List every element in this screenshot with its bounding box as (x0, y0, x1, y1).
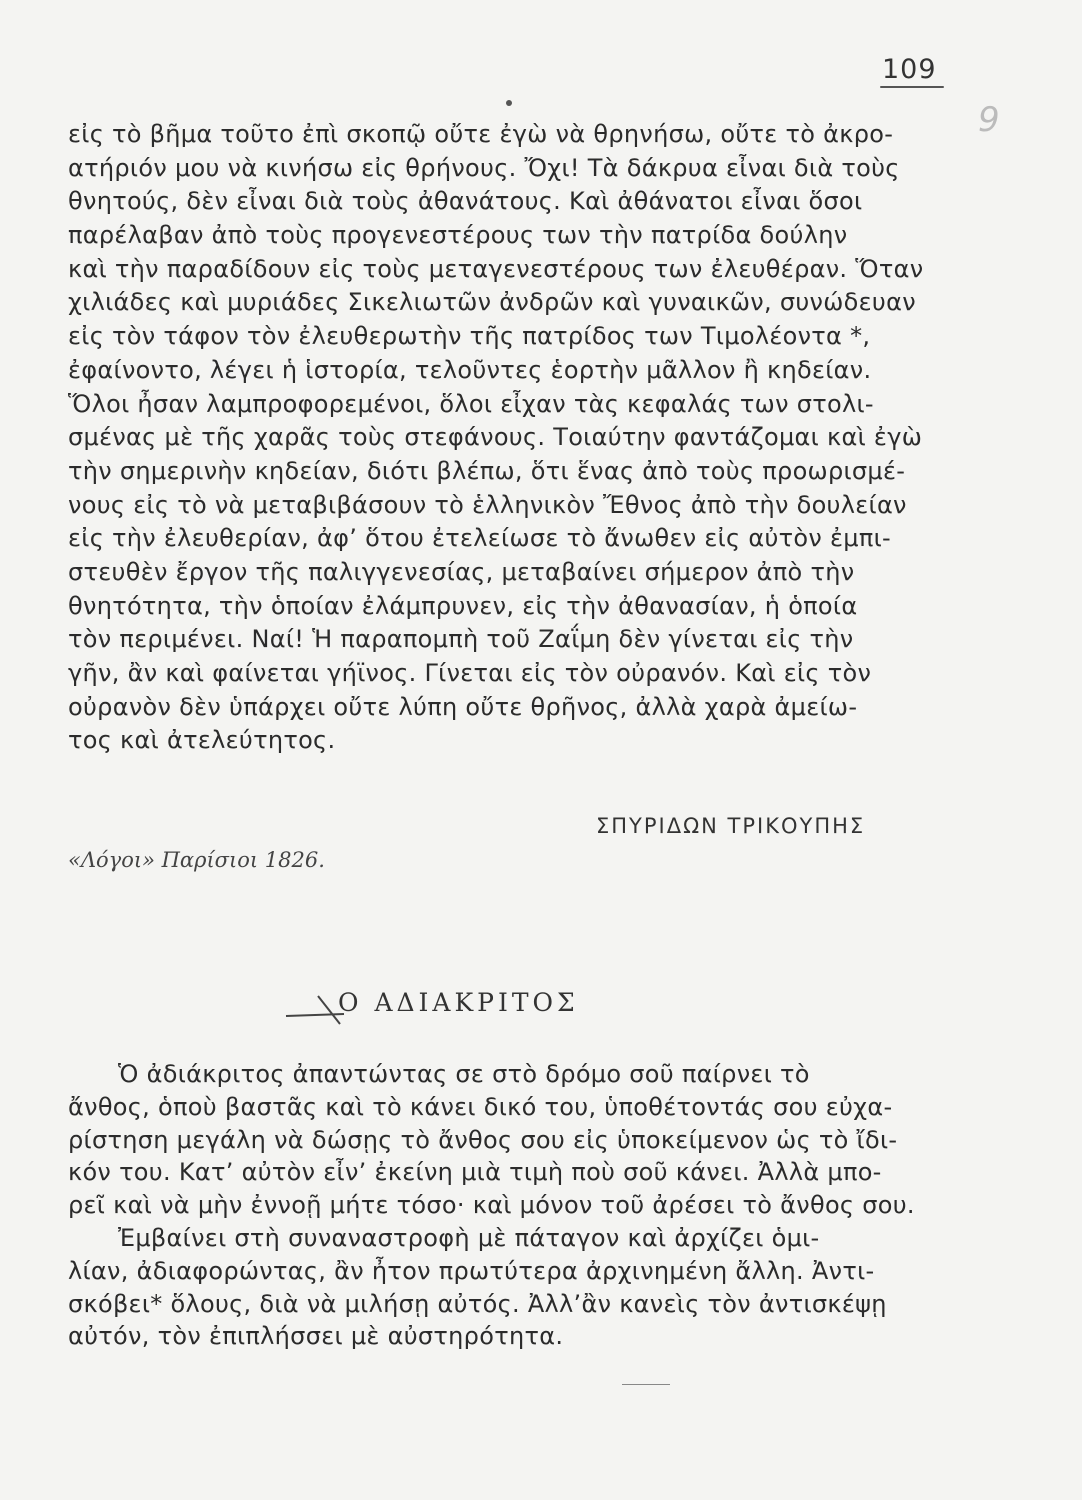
page-number: 109 (882, 54, 937, 85)
text-line: οὐρανὸν δὲν ὑπάρχει οὔτε λύπη οὔτε θρῆνος, ἀλλὰ χαρὰ ἀμείω- (68, 692, 858, 721)
speech-paragraph (68, 118, 948, 758)
text-line: θνητούς, δὲν εἶναι διὰ τοὺς ἀθανάτους. Καὶ ἀθάνατοι εἶναι ὅσοι (68, 187, 863, 216)
margin-pencil-mark: 9 (978, 100, 1000, 140)
text-line: ἄνθος, ὁποὺ βαστᾶς καὶ τὸ κάνει δικό του, ὑποθέτοντάς σου εὐχα- (68, 1092, 893, 1121)
text-line: ρεῖ καὶ νὰ μὴν ἐννοῇ μήτε τόσο· καὶ μόνον τοῦ ἀρέσει τὸ ἄνθος σου. (68, 1191, 915, 1220)
essay-paragraph (68, 1058, 948, 1353)
text-line: εἰς τὸν τάφον τὸν ἐλευθερωτὴν τῆς πατρίδος των Τιμολέοντα *, (68, 322, 871, 351)
text-line: αὐτόν, τὸν ἐπιπλήσσει μὲ αὐστηρότητα. (68, 1322, 564, 1351)
text-line: λίαν, ἀδιαφορώντας, ἂν ἦτον πρωτύτερα ἀρχινημένη ἄλλη. Ἀντι- (68, 1256, 875, 1285)
text-line: Ὁ ἀδιάκριτος ἀπαντώντας σε στὸ δρόμο σοῦ παίρνει τὸ (118, 1060, 810, 1088)
text-line: Ἐμβαίνει στὴ συναναστροφὴ μὲ πάταγον καὶ ἀρχίζει ὁμι- (118, 1223, 820, 1252)
text-line: εἰς τὸ βῆμα τοῦτο ἐπὶ σκοπῷ οὔτε ἐγὼ νὰ θρηνήσω, οὔτε τὸ ἀκρο- (68, 120, 894, 148)
text-line: τὸν περιμένει. Ναί! Ἡ παραπομπὴ τοῦ Ζαΐμη δὲν γίνεται εἰς τὴν (68, 625, 854, 654)
text-line: παρέλαβαν ἀπὸ τοὺς προγενεστέρους των τὴν πατρίδα δούλην (68, 221, 848, 250)
text-line: χιλιάδες καὶ μυριάδες Σικελιωτῶν ἀνδρῶν καὶ γυναικῶν, συνώδευαν (68, 288, 916, 317)
text-line: νους εἰς τὸ νὰ μεταβιβάσουν τὸ ἑλληνικὸν Ἔθνος ἀπὸ τὴν δουλείαν (68, 490, 907, 519)
text-line: σμένας μὲ τῆς χαρᾶς τοὺς στεφάνους. Τοιαύτην φαντάζομαι καὶ ἐγὼ (68, 423, 923, 452)
ink-dot (506, 100, 512, 106)
page-number-underline (880, 86, 944, 88)
text-line: καὶ τὴν παραδίδουν εἰς τοὺς μεταγενεστέρους των ἐλευθέραν. Ὅταν (68, 254, 924, 283)
text-line: τὴν σημερινὴν κηδείαν, διότι βλέπω, ὅτι ἕνας ἀπὸ τοὺς προωρισμέ- (68, 456, 906, 485)
text-line: ρίστηση μεγάλη νὰ δώσῃς τὸ ἄνθος σου εἰς ὑποκείμενον ὡς τὸ ἴδι- (68, 1125, 898, 1154)
text-line: γῆν, ἂν καὶ φαίνεται γήϊνος. Γίνεται εἰς τὸν οὐρανόν. Καὶ εἰς τὸν (68, 659, 872, 687)
end-rule (622, 1384, 670, 1385)
section-title: Ο ΑΔΙΑΚΡΙΤΟΣ (338, 988, 579, 1017)
author-signature: ΣΠΥΡΙΔΩΝ ΤΡΙΚΟΥΠΗΣ (596, 814, 866, 838)
text-line: στευθὲν ἔργον τῆς παλιγγενεσίας, μεταβαίνει σήμερον ἀπὸ τὴν (68, 557, 855, 586)
text-line: εἰς τὴν ἐλευθερίαν, ἀφ’ ὅτου ἐτελείωσε τὸ ἄνωθεν εἰς αὐτὸν ἐμπι- (68, 524, 892, 553)
text-line: Ὅλοι ἦσαν λαμπροφορεμένοι, ὅλοι εἶχαν τὰς κεφαλάς των στολι- (68, 389, 874, 418)
text-line: κόν του. Κατ’ αὐτὸν εἶν’ ἐκείνη μιὰ τιμὴ ποὺ σοῦ κάνει. Ἀλλὰ μπο- (68, 1158, 882, 1187)
text-line: τος καὶ ἀτελεύτητος. (68, 726, 336, 755)
text-line: ἐφαίνοντο, λέγει ἡ ἱστορία, τελοῦντες ἑορτὴν μᾶλλον ἢ κηδείαν. (68, 355, 872, 384)
text-line: ατήριόν μου νὰ κινήσω εἰς θρήνους. Ὄχι! Τὰ δάκρυα εἶναι διὰ τοὺς (68, 153, 900, 182)
text-line: σκόβει* ὅλους, διὰ νὰ μιλήσῃ αὐτός. Ἀλλ’ἂν κανεὶς τὸν ἀντισκέψῃ (68, 1289, 887, 1318)
text-line: θνητότητα, τὴν ὁποίαν ἐλάμπρυνεν, εἰς τὴν ἀθανασίαν, ἡ ὁποία (68, 591, 858, 620)
source-citation: «Λόγοι» Παρίσιοι 1826. (68, 848, 325, 872)
